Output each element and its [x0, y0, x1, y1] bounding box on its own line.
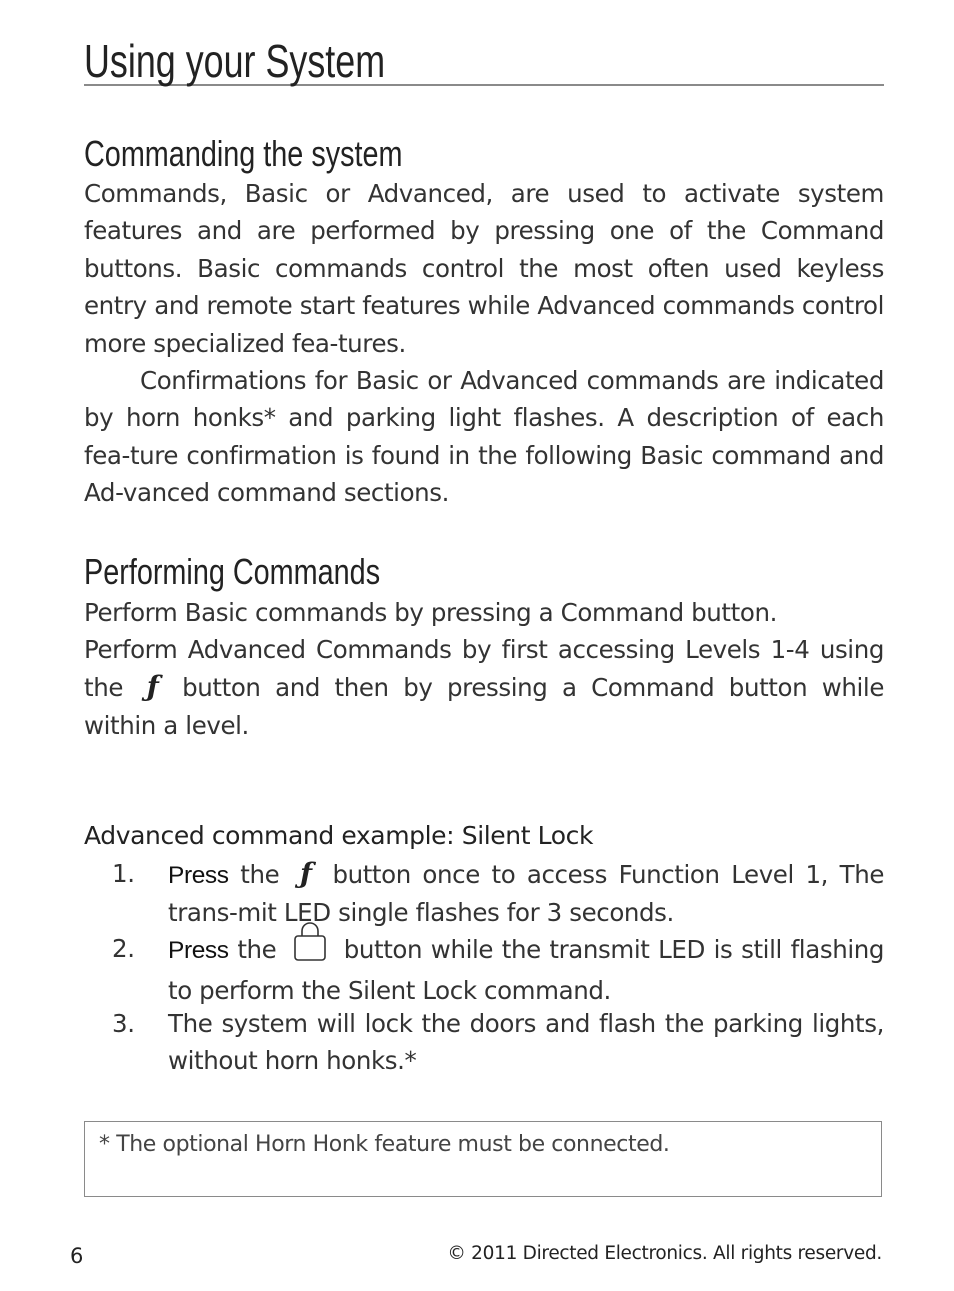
- example-heading: Advanced command example: Silent Lock: [84, 821, 594, 850]
- footnote-box: [84, 1121, 882, 1197]
- press-label: Press: [168, 862, 229, 889]
- function-f-icon: ƒ: [146, 670, 159, 704]
- advanced-commands-text-a: Perform Advanced Commands by first accessing Levels 1-4 using the: [84, 635, 884, 703]
- lock-icon: [293, 922, 327, 972]
- paragraph-basic-commands: Perform Basic commands by pressing a Command button.: [84, 598, 777, 627]
- footnote-text: * The optional Horn Honk feature must be connected.: [99, 1132, 670, 1157]
- step-text-a: the: [240, 860, 280, 889]
- step-text-b: button while the transmit LED is still flashing to perform the Silent Lock command.: [168, 935, 885, 1006]
- section-heading-performing: Performing Commands: [84, 551, 381, 592]
- paragraph-commands-intro: Commands, Basic or Advanced, are used to activate system features and are performed by pressing one of the Command buttons. Basic commands control the most often used keyless entry and remote start features while Advanced commands control more specialized fea-tures.: [84, 179, 884, 358]
- paragraph-confirmations: Confirmations for Basic or Advanced commands are indicated by horn honks* and parking light flashes. A description of each fea-ture confirmation is found in the following Basic command and Ad-vanced command sections.: [84, 366, 884, 508]
- advanced-commands-text-b: button and then by pressing a Command button while within a level.: [84, 673, 885, 740]
- step-number: 2.: [112, 934, 135, 963]
- step-text-a: the: [237, 935, 277, 965]
- page-title: Using your System: [84, 35, 386, 87]
- step-text-b: button once to access Function Level 1, The trans-mit LED single flashes for 3 seconds.: [168, 860, 884, 928]
- list-item: [112, 1005, 884, 1080]
- list-item: [112, 930, 884, 1010]
- section-heading-commanding: Commanding the system: [84, 133, 403, 174]
- step-text: The system will lock the doors and flash the parking lights, without horn honks.*: [168, 1009, 884, 1076]
- list-item: [112, 855, 884, 932]
- function-f-icon: ƒ: [300, 857, 312, 890]
- step-number: 1.: [112, 859, 135, 888]
- press-label: Press: [168, 937, 229, 965]
- step-number: 3.: [112, 1009, 135, 1038]
- copyright-notice: © 2011 Directed Electronics. All rights reserved.: [447, 1243, 882, 1264]
- page-title-bar: [84, 35, 884, 87]
- paragraph-advanced-commands: [84, 631, 884, 744]
- page-number: 6: [70, 1244, 84, 1268]
